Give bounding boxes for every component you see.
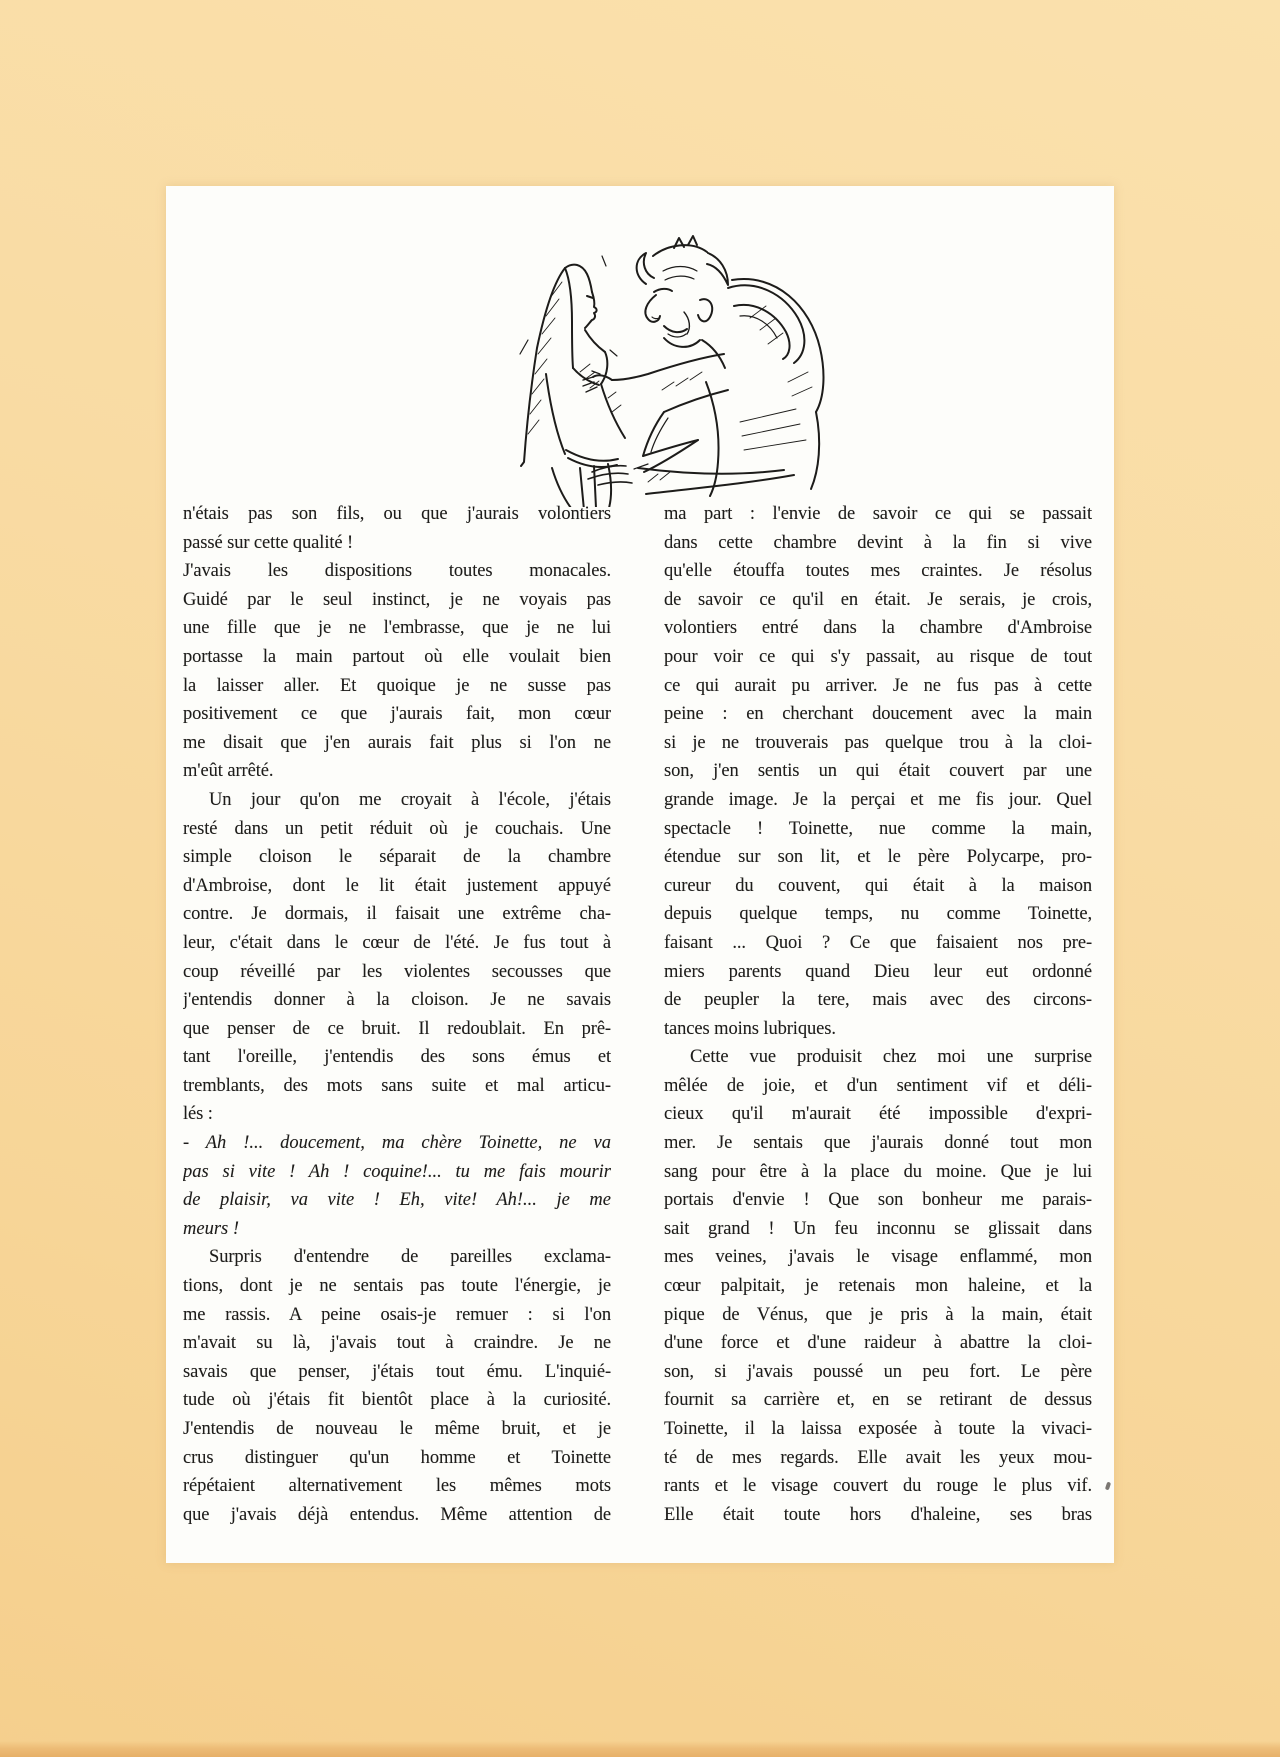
text-line: portasse la main partout où elle voulait bien — [183, 646, 611, 667]
text-line: cœur palpitait, je retenais mon haleine, et la — [664, 1276, 1092, 1297]
text-line: fournit sa carrière et, en se retirant de dessus — [664, 1390, 1092, 1411]
text-line: que penser de ce bruit. Il redoublait. En prê- — [183, 1018, 611, 1039]
text-line: répétaient alternativement les mêmes mots — [183, 1476, 611, 1497]
illustration-nun-and-monk — [488, 222, 828, 507]
text-line: m'avait su là, j'avais tout à craindre. Je ne — [183, 1333, 611, 1354]
text-line: spectacle ! Toinette, nue comme la main, — [664, 818, 1092, 839]
right-text-column — [664, 500, 1092, 1534]
text-line: Guidé par le seul instinct, je ne voyais pas — [183, 589, 611, 610]
text-line: ma part : l'envie de savoir ce qui se passait — [664, 504, 1092, 524]
text-line: sang pour être à la place du moine. Que je lui — [664, 1161, 1092, 1182]
text-line: Toinette, il la laissa exposée à toute la vivaci- — [664, 1419, 1092, 1439]
ink-speck — [1105, 1482, 1111, 1491]
text-line: pas si vite ! Ah ! coquine!... tu me fais mourir — [183, 1161, 611, 1182]
text-line: pique de Vénus, que je pris à la main, était — [664, 1304, 1092, 1325]
text-line: tude où j'étais fit bientôt place à la curiosité. — [183, 1390, 611, 1411]
text-line: leur, c'était dans le cœur de l'été. Je fus tout à — [183, 932, 611, 953]
text-line: si je ne trouverais pas quelque trou à la cloi- — [664, 732, 1092, 753]
text-line: son, si j'avais poussé un peu fort. Le père — [664, 1361, 1092, 1382]
text-line: me rassis. A peine osais-je remuer : si l'on — [183, 1304, 611, 1325]
text-line: étendue sur son lit, et le père Polycarpe, pro- — [664, 847, 1092, 868]
text-line: mer. Je sentais que j'aurais donné tout mon — [664, 1133, 1092, 1154]
text-line: de plaisir, va vite ! Eh, vite! Ah!... je me — [183, 1190, 611, 1211]
text-line: d'une force et d'une raideur à abattre la cloi- — [664, 1333, 1092, 1354]
text-line: coup réveillé par les violentes secousses que — [183, 961, 611, 982]
text-line: me disait que j'en aurais fait plus si l'on ne — [183, 732, 611, 753]
text-line: cureur du couvent, qui était à la maison — [664, 875, 1092, 896]
text-line: une fille que je ne l'embrasse, que je ne lui — [183, 618, 611, 639]
text-line: j'entendis donner à la cloison. Je ne savais — [183, 990, 611, 1011]
left-text-column — [183, 500, 611, 1534]
text-line: savais que penser, j'étais tout ému. L'inquié- — [183, 1361, 611, 1382]
text-line: la laisser aller. Et quoique je ne susse pas — [183, 675, 611, 696]
text-line: mêlée de joie, et d'un sentiment vif et déli- — [664, 1075, 1092, 1096]
text-line: peine : en cherchant doucement avec la main — [664, 704, 1092, 725]
text-line: J'entendis de nouveau le même bruit, et je — [183, 1419, 611, 1439]
book-page — [166, 186, 1114, 1563]
text-line: mes veines, j'avais le visage enflammé, mon — [664, 1247, 1092, 1268]
text-line: volontiers entré dans la chambre d'Ambroise — [664, 618, 1092, 639]
text-line: faisant ... Quoi ? Ce que faisaient nos pre- — [664, 932, 1092, 953]
text-line: - Ah !... doucement, ma chère Toinette, ne va — [183, 1133, 611, 1154]
text-line: meurs ! — [183, 1218, 240, 1239]
text-line: dans cette chambre devint à la fin si vive — [664, 532, 1092, 553]
text-line: grande image. Je la perçai et me fis jour. Quel — [664, 789, 1092, 810]
text-line: tances moins lubriques. — [664, 1018, 836, 1039]
text-line: m'eût arrêté. — [183, 761, 274, 782]
text-line: crus distinguer qu'un homme et Toinette — [183, 1447, 611, 1468]
text-line: d'Ambroise, dont le lit était justement appuyé — [183, 875, 611, 896]
text-line: cieux qu'il m'aurait été impossible d'expri- — [664, 1104, 1092, 1125]
text-line: lés : — [183, 1104, 213, 1125]
scan-edge-shadow — [0, 1741, 1280, 1757]
text-line: Un jour qu'on me croyait à l'école, j'étais — [209, 789, 611, 810]
text-line: Elle était toute hors d'haleine, ses bras — [664, 1504, 1092, 1525]
text-line: simple cloison le séparait de la chambre — [183, 847, 611, 868]
text-line: J'avais les dispositions toutes monacales. — [183, 561, 611, 582]
stray-sketch-marks — [520, 256, 617, 356]
text-line: resté dans un petit réduit où je couchais. Une — [183, 818, 611, 839]
text-line: contre. Je dormais, il faisait une extrême cha- — [183, 904, 611, 925]
text-line: Cette vue produisit chez moi une surprise — [690, 1047, 1092, 1068]
text-line: Surpris d'entendre de pareilles exclama- — [209, 1247, 611, 1268]
text-line: té de mes regards. Elle avait les yeux mou- — [664, 1447, 1092, 1468]
text-line: ce qui aurait pu arriver. Je ne fus pas à cette — [664, 675, 1092, 696]
text-line: tions, dont je ne sentais pas toute l'énergie, je — [183, 1276, 611, 1297]
text-line: positivement ce que j'aurais fait, mon cœur — [183, 704, 611, 725]
text-line: depuis quelque temps, nu comme Toinette, — [664, 904, 1092, 925]
text-line: de peupler la tere, mais avec des circons- — [664, 990, 1092, 1011]
text-line: miers parents quand Dieu leur eut ordonné — [664, 961, 1092, 982]
text-line: rants et le visage couvert du rouge le plus vif. — [664, 1476, 1092, 1497]
monk-figure — [583, 236, 823, 496]
text-line: de savoir ce qu'il en était. Je serais, je crois, — [664, 589, 1092, 610]
text-line: passé sur cette qualité ! — [183, 532, 354, 553]
text-line: pour voir ce qui s'y passait, au risque de tout — [664, 646, 1092, 667]
text-line: qu'elle étouffa toutes mes craintes. Je résolus — [664, 561, 1092, 582]
text-line: portais d'envie ! Que son bonheur me parais- — [664, 1190, 1092, 1211]
text-line: sait grand ! Un feu inconnu se glissait dans — [664, 1218, 1092, 1239]
woman-figure — [521, 265, 625, 507]
text-line: n'étais pas son fils, ou que j'aurais volontiers — [183, 504, 611, 524]
text-line: tant l'oreille, j'entendis des sons émus et — [183, 1047, 611, 1068]
text-line: tremblants, des mots sans suite et mal articu- — [183, 1075, 611, 1096]
text-line: que j'avais déjà entendus. Même attention de — [183, 1504, 611, 1525]
text-line: son, j'en sentis un qui était couvert par une — [664, 761, 1092, 782]
